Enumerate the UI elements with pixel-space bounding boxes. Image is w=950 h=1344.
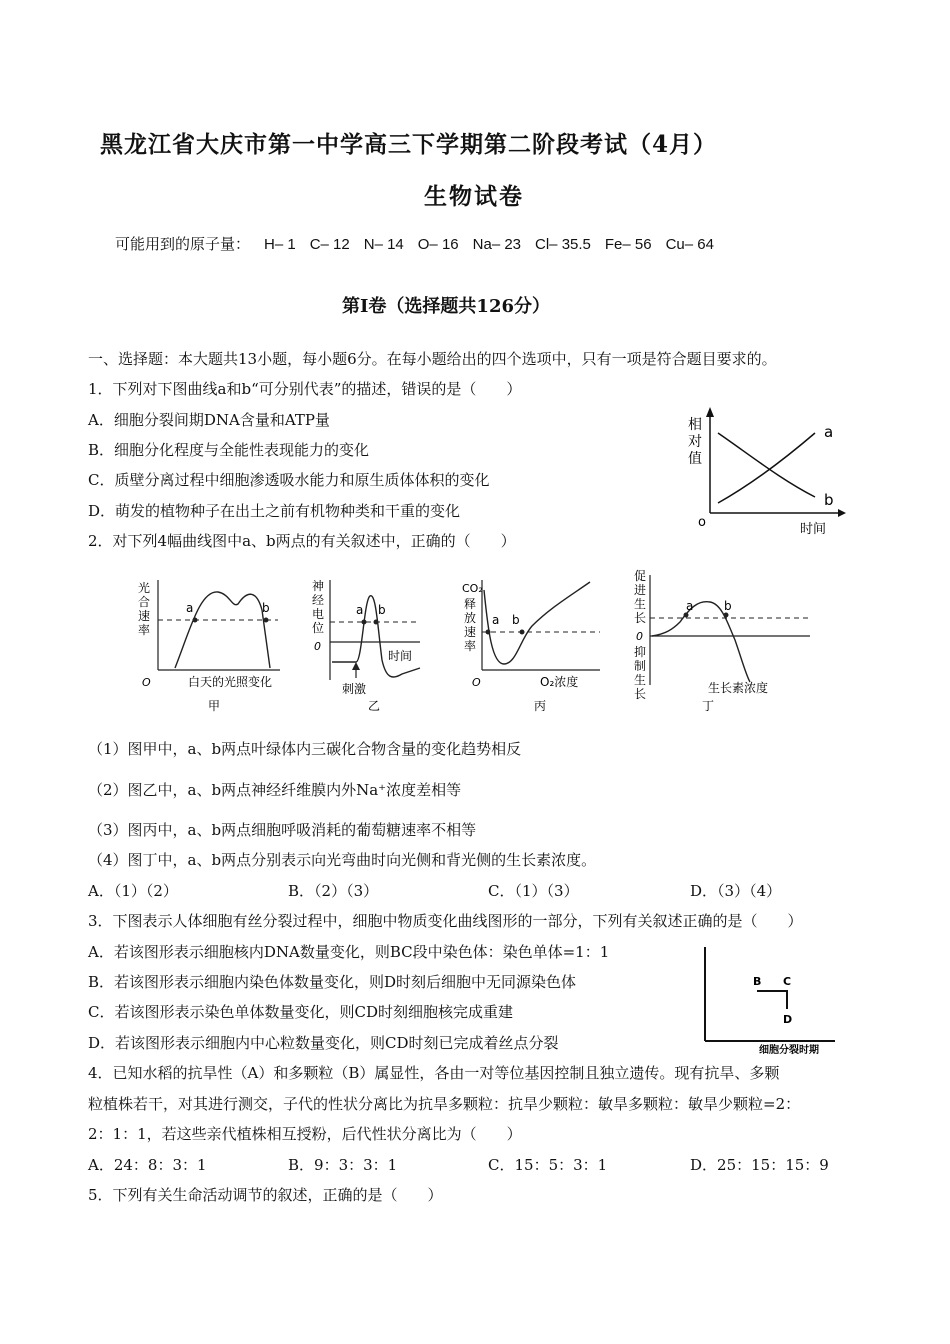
q1-option-a: A．细胞分裂间期DNA含量和ATP量 bbox=[88, 411, 330, 429]
ding-name: 丁 bbox=[702, 699, 715, 713]
jia-ylabel: 速 bbox=[138, 609, 151, 623]
q3-option-c: C．若该图形表示染色单体数量变化，则CD时刻细胞核完成重建 bbox=[88, 1003, 513, 1021]
q2-statement-2: （2）图乙中，a、b两点神经纤维膜内外Na⁺浓度差相等 bbox=[88, 781, 462, 799]
bing-point-a bbox=[486, 630, 491, 635]
bing-ylabel: CO₂ bbox=[462, 582, 483, 595]
q1-ylabel-3: 值 bbox=[688, 451, 702, 467]
jia-ylabel: 合 bbox=[138, 595, 151, 609]
atomic-mass-item: Fe– 56 bbox=[604, 236, 652, 253]
q2-graph-jia bbox=[138, 580, 280, 713]
yi-label-b: b bbox=[378, 603, 386, 617]
jia-xlabel: 白天的光照变化 bbox=[188, 675, 273, 689]
yi-stimulus-arrowhead bbox=[352, 662, 360, 670]
q2-option-a: A．（1）（2） bbox=[88, 882, 178, 900]
atomic-mass-item: H– 1 bbox=[264, 236, 296, 253]
jia-label-b: b bbox=[262, 601, 270, 615]
q3-label-c: C bbox=[783, 975, 792, 988]
yi-curve bbox=[332, 596, 420, 677]
atomic-mass-item: C– 12 bbox=[309, 236, 350, 253]
yi-label-a: a bbox=[356, 603, 364, 617]
yi-stimulus: 刺激 bbox=[342, 682, 367, 696]
q1-option-b: B．细胞分化程度与全能性表现能力的变化 bbox=[88, 441, 370, 459]
q1-y-arrow bbox=[706, 407, 714, 417]
ding-zero: 0 bbox=[636, 630, 643, 643]
q1-stem: 1．下列对下图曲线a和b“可分别代表”的描述，错误的是（ ） bbox=[88, 380, 522, 398]
ding-ylabel-top: 长 bbox=[634, 611, 647, 625]
q2-statement-4: （4）图丁中，a、b两点分别表示向光弯曲时向光侧和背光侧的生长素浓度。 bbox=[88, 851, 597, 869]
q5-stem: 5．下列有关生命活动调节的叙述，正确的是（ ） bbox=[88, 1186, 443, 1204]
yi-ylabel: 位 bbox=[312, 621, 325, 635]
jia-point-b bbox=[264, 618, 269, 623]
q4-stem-line2: 粒植株若干，对其进行测交，子代的性状分离比为抗旱多颗粒：抗旱少颗粒：敏旱多颗粒：敏旱少颗粒=2： bbox=[88, 1095, 801, 1113]
bing-ylabel: 放 bbox=[464, 611, 477, 625]
q1-x-arrow bbox=[838, 509, 846, 517]
q2-statement-3: （3）图丙中，a、b两点细胞呼吸消耗的葡萄糖速率不相等 bbox=[88, 821, 477, 839]
q1-option-d: D．萌发的植物种子在出土之前有机物种类和干重的变化 bbox=[88, 502, 461, 520]
ding-xlabel: 生长素浓度 bbox=[708, 681, 769, 695]
q3-option-b: B．若该图形表示细胞内染色体数量变化，则D时刻后细胞中无同源染色体 bbox=[88, 973, 577, 991]
ding-ylabel-top: 生 bbox=[634, 597, 647, 611]
q2-graph-bing bbox=[462, 580, 600, 713]
atomic-mass-item: O– 16 bbox=[417, 236, 459, 253]
bing-origin: O bbox=[472, 676, 481, 689]
atomic-mass-label: 可能用到的原子量： bbox=[115, 235, 251, 253]
q4-option-b: B．9：3：3：1 bbox=[288, 1156, 398, 1174]
ding-point-b bbox=[724, 613, 729, 618]
q2-figures bbox=[120, 560, 830, 720]
jia-name: 甲 bbox=[208, 699, 221, 713]
yi-xlabel: 时间 bbox=[388, 649, 413, 663]
ding-ylabel-bottom: 长 bbox=[634, 687, 647, 701]
q3-option-a: A．若该图形表示细胞核内DNA数量变化，则BC段中染色体：染色单体=1：1 bbox=[88, 943, 610, 961]
ding-ylabel-bottom: 抑 bbox=[634, 645, 647, 659]
bing-name: 丙 bbox=[534, 699, 547, 713]
section-title: 第Ⅰ卷（选择题共126分） bbox=[342, 296, 550, 317]
q2-graph-yi bbox=[312, 578, 420, 713]
q2-option-d: D．（3）（4） bbox=[690, 882, 782, 900]
yi-ylabel: 经 bbox=[312, 593, 325, 607]
bing-label-a: a bbox=[492, 613, 500, 627]
bing-curve bbox=[484, 582, 590, 664]
jia-point-a bbox=[193, 618, 198, 623]
q3-curve bbox=[757, 991, 787, 1009]
q1-ylabel-2: 对 bbox=[688, 434, 702, 450]
atomic-masses bbox=[115, 233, 728, 254]
bing-ylabel: 速 bbox=[464, 625, 477, 639]
yi-ylabel: 电 bbox=[312, 607, 325, 621]
yi-point-a bbox=[362, 620, 367, 625]
ding-ylabel-top: 促 bbox=[634, 569, 647, 583]
q1-curve-b-label: b bbox=[824, 491, 834, 509]
ding-ylabel-bottom: 制 bbox=[634, 659, 647, 673]
q2-statement-1: （1）图甲中，a、b两点叶绿体内三碳化合物含量的变化趋势相反 bbox=[88, 740, 522, 758]
q3-xlabel: 细胞分裂时期 bbox=[759, 1045, 819, 1056]
ding-label-b: b bbox=[724, 599, 732, 613]
q2-graph-ding bbox=[634, 569, 810, 713]
atomic-mass-item: Cu– 64 bbox=[665, 236, 714, 253]
bing-xlabel: O₂浓度 bbox=[540, 675, 579, 689]
q4-option-a: A．24：8：3：1 bbox=[88, 1156, 207, 1174]
yi-name: 乙 bbox=[368, 699, 381, 713]
atomic-mass-item: N– 14 bbox=[363, 236, 404, 253]
atomic-mass-item: Cl– 35.5 bbox=[535, 236, 591, 253]
yi-zero: 0 bbox=[314, 640, 321, 653]
ding-curve bbox=[652, 602, 750, 682]
ding-ylabel-bottom: 生 bbox=[634, 673, 647, 687]
q3-figure bbox=[695, 945, 840, 1060]
jia-ylabel: 率 bbox=[138, 623, 151, 637]
ding-point-a bbox=[684, 613, 689, 618]
yi-point-b bbox=[374, 620, 379, 625]
q2-option-b: B．（2）（3） bbox=[288, 882, 379, 900]
q3-stem: 3．下图表示人体细胞有丝分裂过程中，细胞中物质变化曲线图形的一部分，下列有关叙述正确的是（ ） bbox=[88, 912, 803, 930]
exam-subject: 生物试卷 bbox=[424, 183, 524, 210]
q1-curve-a-label: a bbox=[824, 423, 834, 441]
section-instructions: 一、选择题：本大题共13小题，每小题6分。在每小题给出的四个选项中，只有一项是符合题目要求的。 bbox=[88, 350, 777, 368]
jia-ylabel: 光 bbox=[138, 581, 151, 595]
q4-stem-line1: 4．已知水稻的抗旱性（A）和多颗粒（B）属显性，各由一对等位基因控制且独立遗传。现有抗旱、多颗 bbox=[88, 1064, 780, 1082]
bing-ylabel: 释 bbox=[464, 597, 477, 611]
bing-label-b: b bbox=[512, 613, 520, 627]
q1-option-c: C．质壁分离过程中细胞渗透吸水能力和原生质体体积的变化 bbox=[88, 471, 490, 489]
q1-ylabel-1: 相 bbox=[688, 417, 702, 433]
exam-title: 黑龙江省大庆市第一中学高三下学期第二阶段考试（4月） bbox=[100, 131, 718, 158]
q4-stem-line3: 2：1：1，若这些亲代植株相互授粉，后代性状分离比为（ ） bbox=[88, 1125, 522, 1143]
q2-stem: 2．对下列4幅曲线图中a、b两点的有关叙述中，正确的（ ） bbox=[88, 532, 516, 550]
atomic-mass-item: Na– 23 bbox=[472, 236, 522, 253]
q3-option-d: D．若该图形表示细胞内中心粒数量变化，则CD时刻已完成着丝点分裂 bbox=[88, 1034, 559, 1052]
q2-option-c: C．（1）（3） bbox=[488, 882, 579, 900]
q4-option-c: C．15：5：3：1 bbox=[488, 1156, 608, 1174]
q1-figure bbox=[680, 405, 850, 540]
q1-origin: o bbox=[698, 515, 706, 530]
jia-origin: O bbox=[142, 676, 151, 689]
ding-label-a: a bbox=[686, 599, 694, 613]
bing-ylabel: 率 bbox=[464, 639, 477, 653]
yi-ylabel: 神 bbox=[312, 579, 325, 593]
q1-xlabel: 时间 bbox=[800, 522, 827, 537]
bing-point-b bbox=[520, 630, 525, 635]
q3-label-b: B bbox=[753, 975, 762, 988]
jia-label-a: a bbox=[186, 601, 194, 615]
q3-label-d: D bbox=[783, 1013, 793, 1026]
q1-curve-b bbox=[718, 433, 815, 497]
ding-ylabel-top: 进 bbox=[634, 583, 647, 597]
q4-option-d: D．25：15：15：9 bbox=[690, 1156, 829, 1174]
